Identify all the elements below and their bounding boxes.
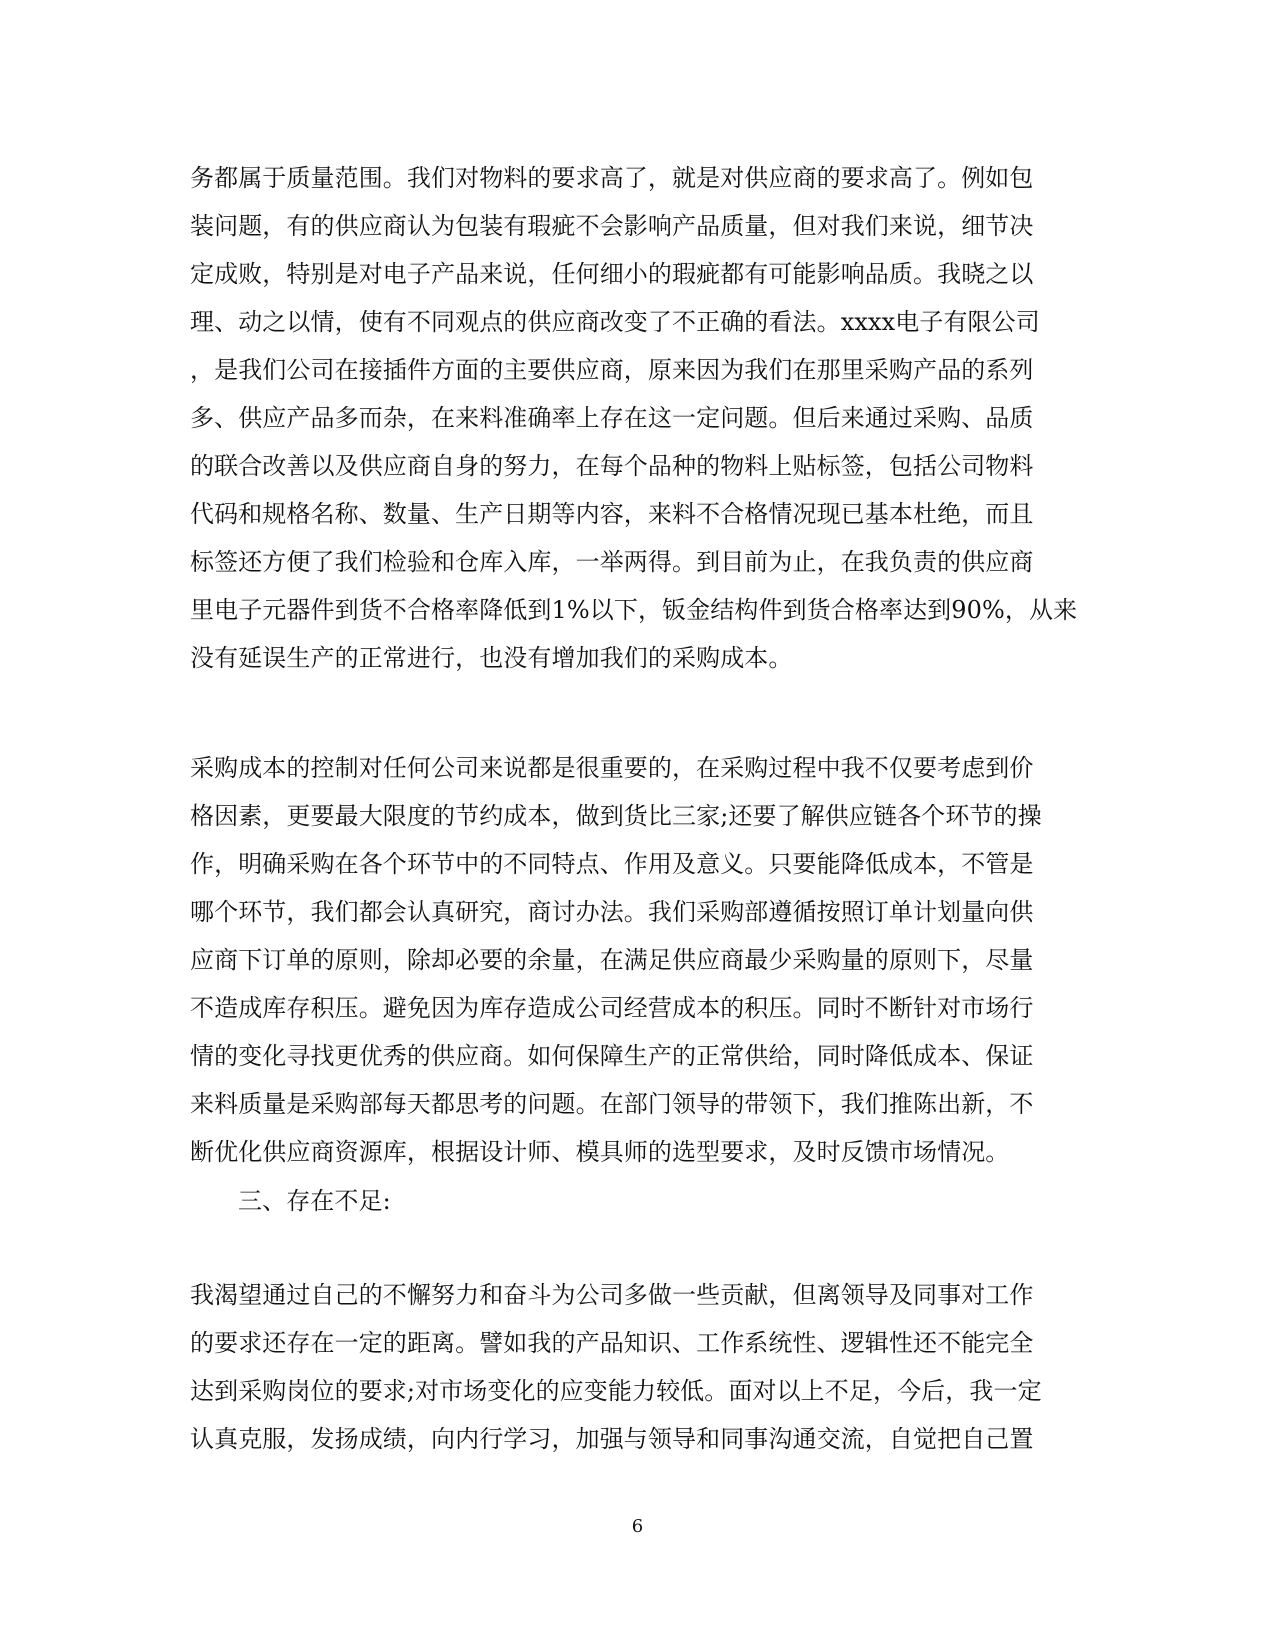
text-line: 作，明确采购在各个环节中的不同特点、作用及意义。只要能降低成本，不管是 <box>190 850 1034 878</box>
text-line: 认真克服，发扬成绩，向内行学习，加强与领导和同事沟通交流，自觉把自己置 <box>190 1425 1034 1453</box>
text-line: 我渴望通过自己的不懈努力和奋斗为公司多做一些贡献，但离领导及同事对工作 <box>190 1281 1034 1309</box>
text-line: 的联合改善以及供应商自身的努力，在每个品种的物料上贴标签，包括公司物料 <box>190 452 1034 480</box>
text-line: 务都属于质量范围。我们对物料的要求高了，就是对供应商的要求高了。例如包 <box>190 164 1034 192</box>
paragraph-shortcomings <box>190 1271 1090 1463</box>
text-line: 理、动之以情，使有不同观点的供应商改变了不正确的看法。xxxx电子有限公司 <box>190 308 1040 336</box>
section-heading <box>238 1177 391 1225</box>
text-line: 哪个环节，我们都会认真研究，商讨办法。我们采购部遵循按照订单计划量向供 <box>190 898 1034 926</box>
paragraph-supplier-quality <box>190 154 1090 682</box>
page-number: 6 <box>631 1516 644 1537</box>
text-line: 标签还方便了我们检验和仓库入库，一举两得。到目前为止，在我负责的供应商 <box>190 548 1034 576</box>
text-line: 多、供应产品多而杂，在来料准确率上存在这一定问题。但后来通过采购、品质 <box>190 404 1034 432</box>
text-line: 的要求还存在一定的距离。譬如我的产品知识、工作系统性、逻辑性还不能完全 <box>190 1329 1034 1357</box>
text-line: 装问题，有的供应商认为包装有瑕疵不会影响产品质量，但对我们来说，细节决 <box>190 212 1034 240</box>
text-line: 来料质量是采购部每天都思考的问题。在部门领导的带领下，我们推陈出新，不 <box>190 1090 1034 1118</box>
paragraph-cost-control <box>190 744 1090 1176</box>
text-line: 代码和规格名称、数量、生产日期等内容，来料不合格情况现已基本杜绝，而且 <box>190 500 1034 528</box>
text-line: 没有延误生产的正常进行，也没有增加我们的采购成本。 <box>190 644 793 672</box>
text-line: 断优化供应商资源库，根据设计师、模具师的选型要求，及时反馈市场情况。 <box>190 1138 1010 1166</box>
text-line: 采购成本的控制对任何公司来说都是很重要的，在采购过程中我不仅要考虑到价 <box>190 754 1034 782</box>
text-line: 格因素，更要最大限度的节约成本，做到货比三家;还要了解供应链各个环节的操 <box>190 802 1042 830</box>
text-line: 应商下订单的原则，除却必要的余量，在满足供应商最少采购量的原则下，尽量 <box>190 946 1034 974</box>
text-line: 里电子元器件到货不合格率降低到1%以下，钣金结构件到货合格率达到90%，从来 <box>190 596 1078 624</box>
text-line: 定成败，特别是对电子产品来说，任何细小的瑕疵都有可能影响品质。我晓之以 <box>190 260 1034 288</box>
text-line: ，是我们公司在接插件方面的主要供应商，原来因为我们在那里采购产品的系列 <box>190 356 1034 384</box>
text-line: 情的变化寻找更优秀的供应商。如何保障生产的正常供给，同时降低成本、保证 <box>190 1042 1034 1070</box>
text-line: 达到采购岗位的要求;对市场变化的应变能力较低。面对以上不足，今后，我一定 <box>190 1377 1042 1405</box>
section-heading-text: 三、存在不足: <box>238 1187 391 1215</box>
text-line: 不造成库存积压。避免因为库存造成公司经营成本的积压。同时不断针对市场行 <box>190 994 1034 1022</box>
